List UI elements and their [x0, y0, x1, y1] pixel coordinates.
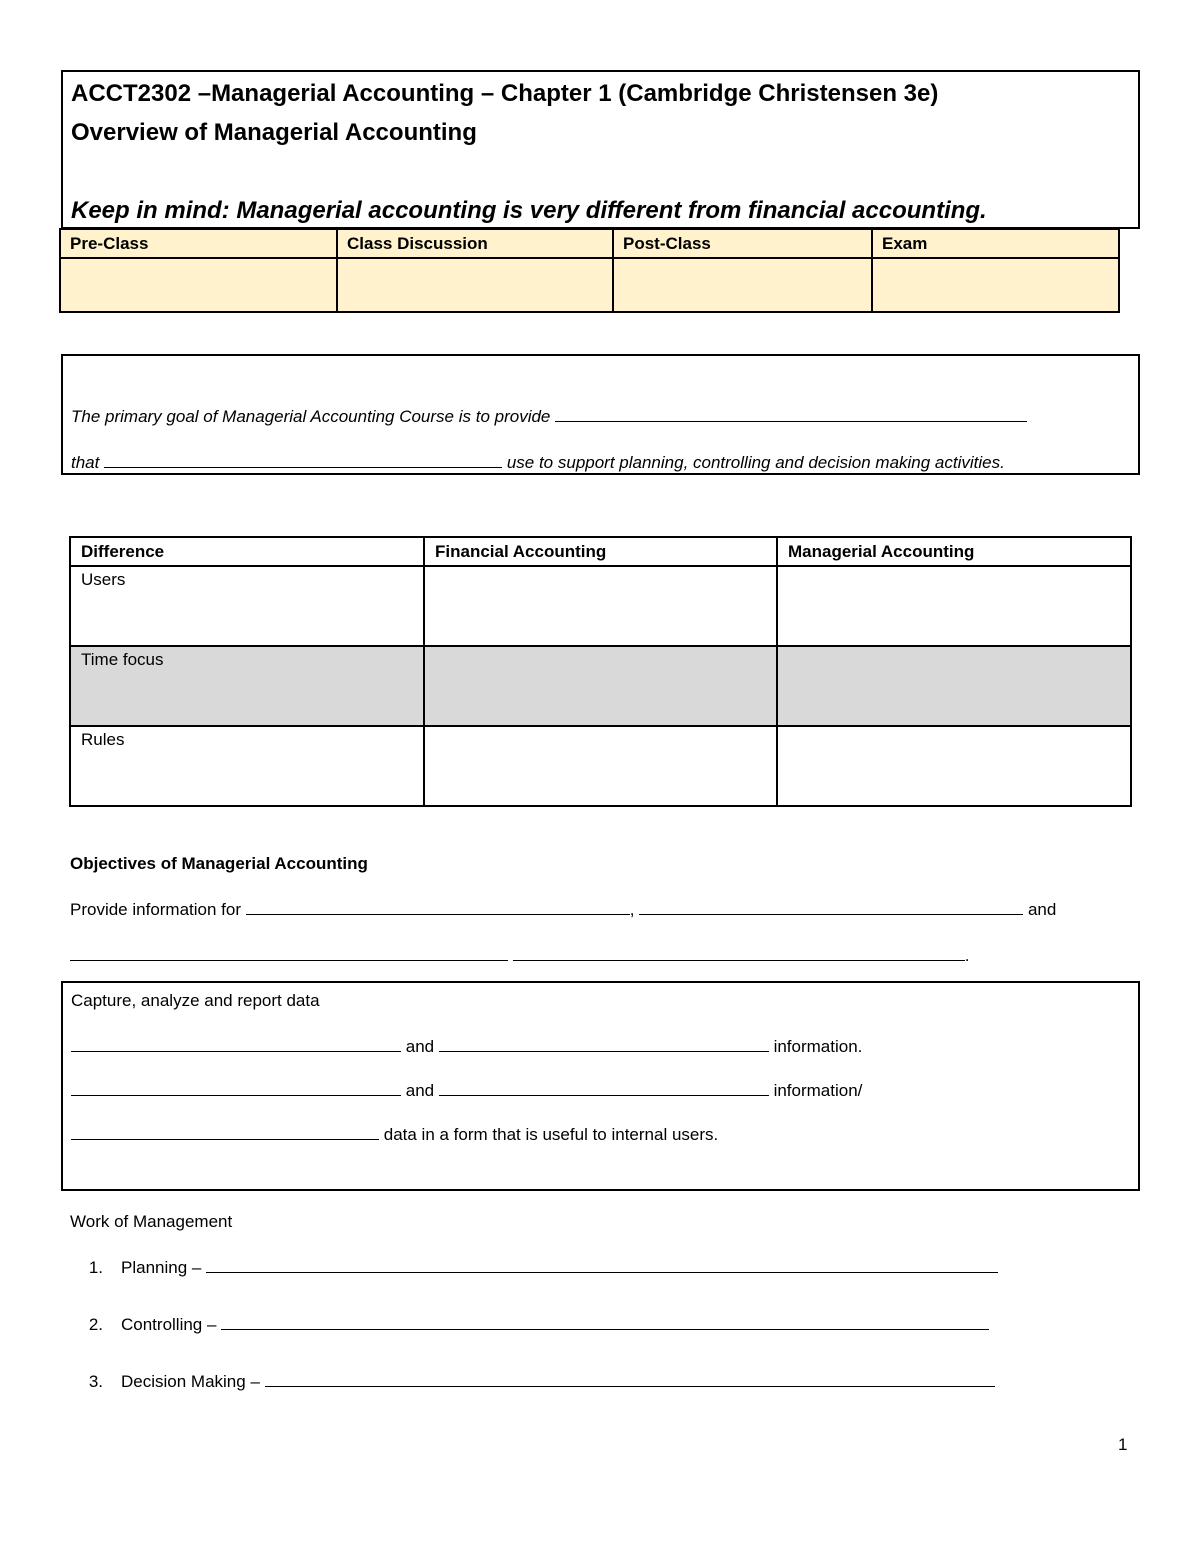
decision-making-blank[interactable] [265, 1370, 995, 1387]
diff-cell-rules-managerial[interactable] [777, 726, 1131, 806]
keep-in-mind-note: Keep in mind: Managerial accounting is very different from financial accounting. [71, 197, 987, 224]
document-title: ACCT2302 –Managerial Accounting – Chapter 1 (Cambridge Christensen 3e) [71, 80, 939, 107]
tracker-header-class-discussion: Class Discussion [337, 229, 613, 258]
diff-row-label-users: Users [70, 566, 424, 646]
objectives-prefix: Provide information for [70, 900, 242, 919]
item-number: 1. [88, 1258, 103, 1277]
capture-and-1: and [405, 1037, 435, 1056]
primary-goal-box [61, 354, 1140, 475]
diff-header-managerial: Managerial Accounting [777, 537, 1131, 566]
tracker-cell-exam[interactable] [872, 258, 1119, 312]
objectives-blank-1[interactable] [246, 898, 630, 915]
difference-table [69, 536, 1132, 807]
document-subtitle: Overview of Managerial Accounting [71, 119, 477, 146]
objectives-heading: Objectives of Managerial Accounting [70, 854, 368, 873]
goal-blank-1[interactable] [555, 405, 1027, 422]
goal-line-1-text: The primary goal of Managerial Accounting Course is to provide [71, 407, 551, 426]
capture-blank-3[interactable] [71, 1123, 379, 1140]
management-item-decision-making [67, 1370, 995, 1392]
objectives-blank-4[interactable] [513, 944, 965, 961]
capture-blank-2a[interactable] [71, 1079, 401, 1096]
capture-line-3 [71, 1123, 718, 1145]
item-label: Controlling – [121, 1315, 217, 1334]
objectives-comma: , [629, 900, 635, 919]
capture-and-2: and [405, 1081, 435, 1100]
item-label: Decision Making – [121, 1372, 260, 1391]
tracker-cell-post-class[interactable] [613, 258, 872, 312]
tracker-header-post-class: Post-Class [613, 229, 872, 258]
work-of-management-heading: Work of Management [70, 1212, 233, 1231]
diff-cell-rules-financial[interactable] [424, 726, 777, 806]
item-label: Planning – [121, 1258, 202, 1277]
capture-blank-1b[interactable] [439, 1035, 769, 1052]
diff-cell-users-financial[interactable] [424, 566, 777, 646]
objectives-line-1 [70, 898, 1056, 920]
tracker-cell-pre-class[interactable] [60, 258, 337, 312]
goal-line-2-suffix: use to support planning, controlling and decision making activities. [506, 453, 1005, 472]
diff-cell-time-focus-financial[interactable] [424, 646, 777, 726]
diff-header-difference: Difference [70, 537, 424, 566]
capture-line-1-suffix: information. [773, 1037, 863, 1056]
tracker-header-pre-class: Pre-Class [60, 229, 337, 258]
planning-blank[interactable] [206, 1256, 998, 1273]
management-item-controlling [67, 1313, 989, 1335]
capture-line-1 [71, 1035, 862, 1057]
diff-row-label-time-focus: Time focus [70, 646, 424, 726]
diff-row-label-rules: Rules [70, 726, 424, 806]
tracker-header-exam: Exam [872, 229, 1119, 258]
objectives-blank-3[interactable] [70, 944, 508, 961]
capture-line-2-suffix: information/ [773, 1081, 863, 1100]
diff-cell-time-focus-managerial[interactable] [777, 646, 1131, 726]
objectives-period: . [964, 946, 970, 965]
capture-line-2 [71, 1079, 862, 1101]
header-box [61, 70, 1140, 229]
capture-line-3-suffix: data in a form that is useful to internal users. [383, 1125, 719, 1144]
page-number: 1 [1118, 1435, 1128, 1454]
progress-tracker-table [59, 228, 1120, 313]
objectives-line-2 [70, 944, 969, 966]
diff-header-financial: Financial Accounting [424, 537, 777, 566]
goal-line-2 [71, 451, 1005, 473]
item-number: 2. [88, 1315, 103, 1334]
capture-analyze-box [61, 981, 1140, 1191]
management-item-planning [67, 1256, 998, 1278]
objectives-and: and [1027, 900, 1057, 919]
diff-cell-users-managerial[interactable] [777, 566, 1131, 646]
objectives-blank-2[interactable] [639, 898, 1023, 915]
goal-line-1 [71, 405, 1027, 427]
controlling-blank[interactable] [221, 1313, 989, 1330]
item-number: 3. [88, 1372, 103, 1391]
capture-blank-2b[interactable] [439, 1079, 769, 1096]
tracker-cell-class-discussion[interactable] [337, 258, 613, 312]
goal-line-2-prefix: that [71, 453, 100, 472]
capture-blank-1a[interactable] [71, 1035, 401, 1052]
capture-line-0: Capture, analyze and report data [71, 991, 320, 1010]
goal-blank-2[interactable] [104, 451, 502, 468]
